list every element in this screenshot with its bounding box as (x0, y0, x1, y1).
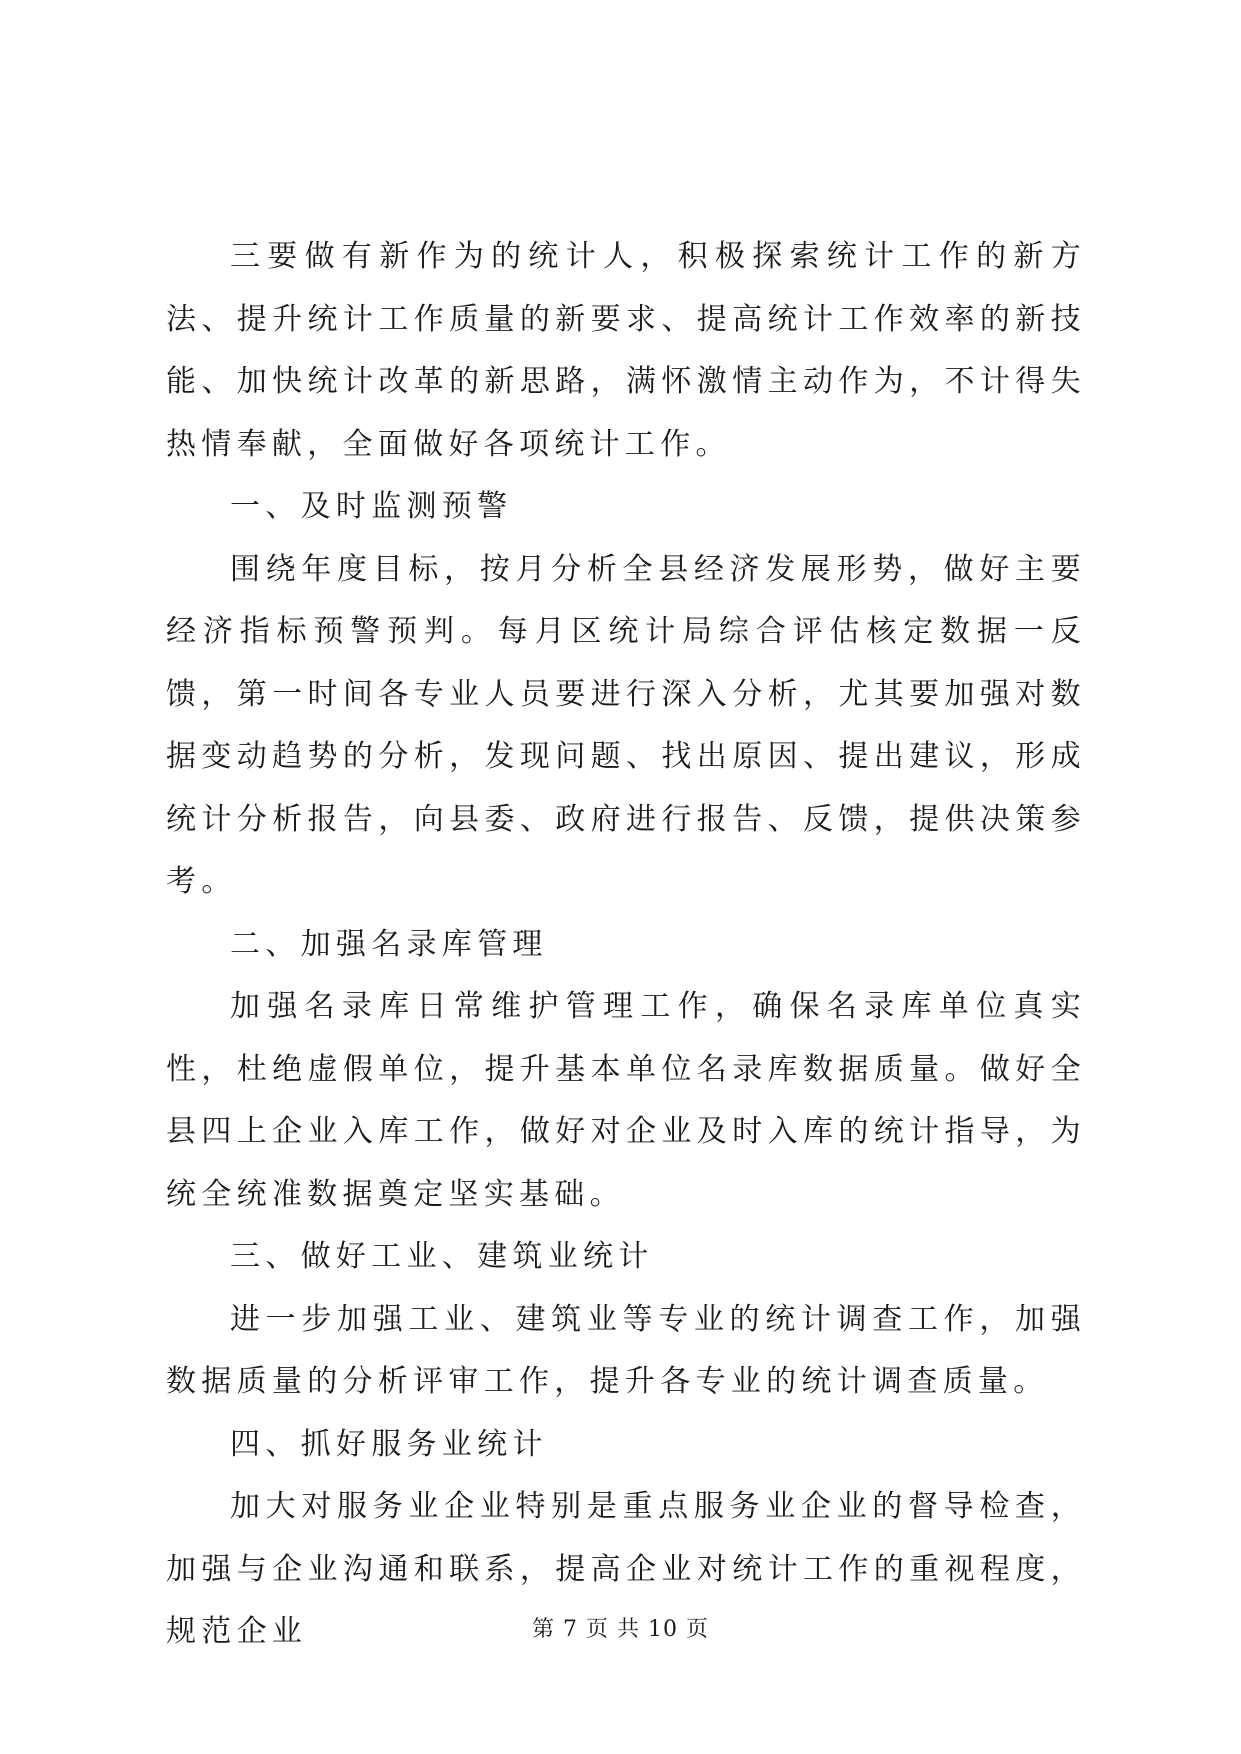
paragraph-monitoring: 围绕年度目标，按月分析全县经济发展形势，做好主要经济指标预警预判。每月区统计局综合评估核定数据一反馈，第一时间各专业人员要进行深入分析，尤其要加强对数据变动趋势的分析，发现问题、找出原因、提出建议，形成统计分析报告，向县委、政府进行报告、反馈，提供决策参考。 (166, 551, 1086, 899)
paragraph-services: 加大对服务业企业特别是重点服务业企业的督导检查，加强与企业沟通和联系，提高企业对统计工作的重视程度，规范企业 (166, 1489, 1086, 1649)
section-heading-directory: 二、加强名录库管理 (230, 926, 548, 962)
page-number-footer: 第 7 页 共 10 页 (532, 1617, 709, 1642)
document-body (166, 226, 1086, 1664)
section-heading-services: 四、抓好服务业统计 (230, 1426, 548, 1462)
paragraph-directory: 加强名录库日常维护管理工作，确保名录库单位真实性，杜绝虚假单位，提升基本单位名录库数据质量。做好全县四上企业入库工作，做好对企业及时入库的统计指导，为统全统准数据奠定坚实基础。 (166, 989, 1086, 1212)
section-heading-monitoring: 一、及时监测预警 (230, 489, 513, 524)
paragraph-industry: 进一步加强工业、建筑业等专业的统计调查工作，加强数据质量的分析评审工作，提升各专业的统计调查质量。 (166, 1301, 1086, 1399)
paragraph-statistician-role: 三要做有新作为的统计人，积极探索统计工作的新方法、提升统计工作质量的新要求、提高统计工作效率的新技能、加快统计改革的新思路，满怀激情主动作为，不计得失热情奉献，全面做好各项统计工作。 (166, 239, 1086, 462)
section-heading-industry: 三、做好工业、建筑业统计 (230, 1239, 654, 1274)
